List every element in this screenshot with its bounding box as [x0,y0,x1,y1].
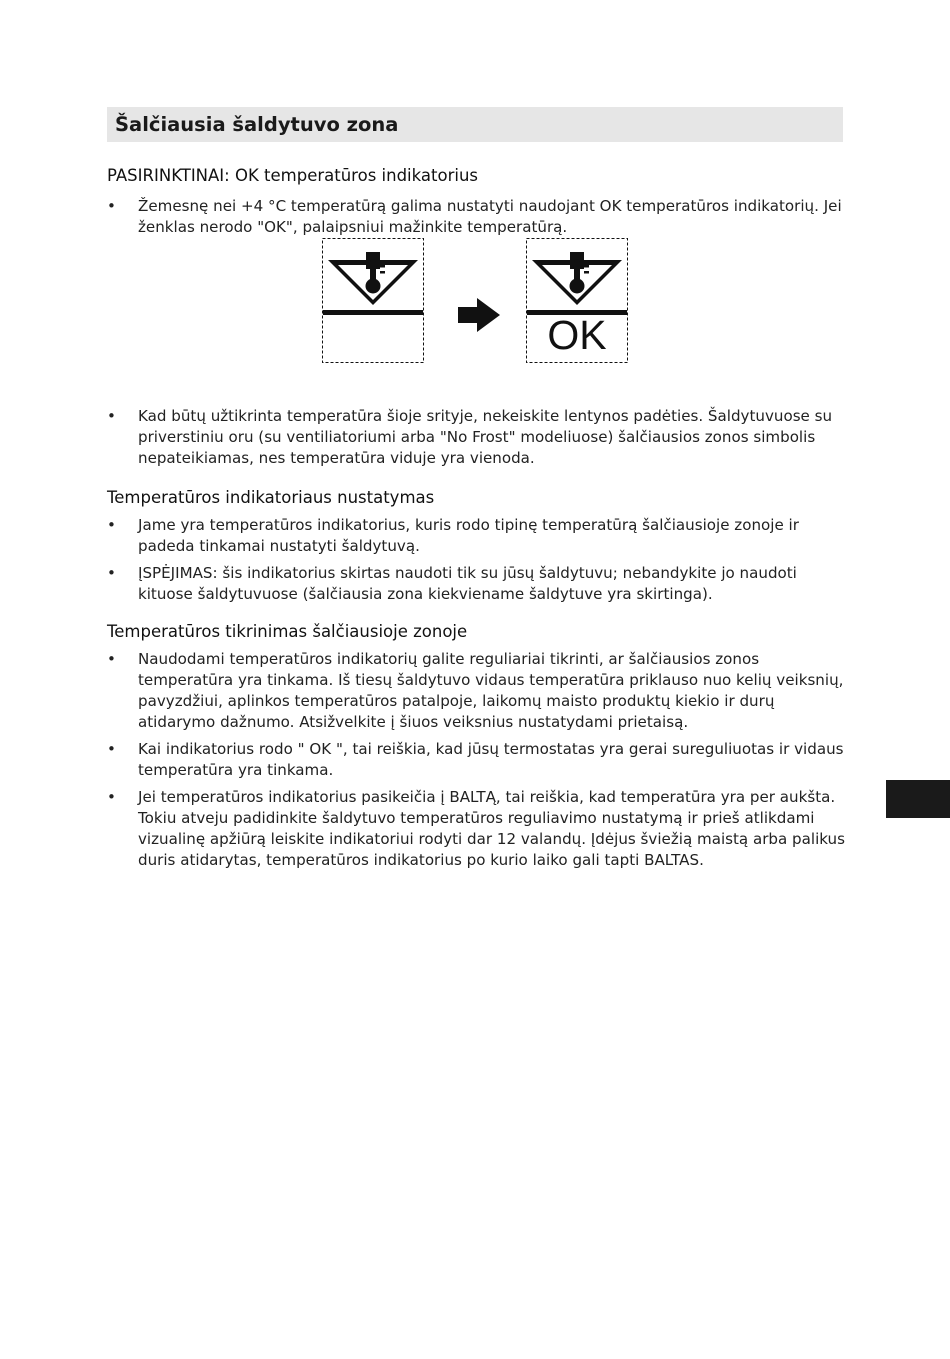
section-heading-indicator-setup: Temperatūros indikatoriaus nustatymas [107,488,435,507]
list-item-text: Kai indikatorius rodo " OK ", tai reiškia, kad jūsų termostatas yra gerai sureguliuotas ir vidaus temperatūra yra tinkama. [138,740,844,779]
list-item [107,649,847,733]
bullet-list [107,515,847,605]
list-item [107,196,847,238]
page-title: Šalčiausia šaldytuvo zona [115,113,399,136]
indicator-blank [323,239,424,363]
list-item [107,787,847,871]
ok-label: OK [547,312,607,358]
arrow-right-icon [458,298,500,332]
bullet-list [107,196,847,238]
bullet-list [107,649,847,871]
section-heading-temperature-check: Temperatūros tikrinimas šalčiausioje zonoje [107,622,468,641]
list-item-text: Kad būtų užtikrinta temperatūra šioje srityje, nekeiskite lentynos padėties. Šaldytuvuose su priverstiniu oru (su ventiliatoriumi arba "No Frost" modeliuose) šalčiausios zonos simbolis nepateikiamas, nes temperatūra viduje yra vienoda. [138,407,833,467]
section-heading-optional-ok-indicator: PASIRINKTINAI: OK temperatūros indikatorius [107,166,478,185]
ok-indicator-figure [107,238,847,406]
bullet: • [107,650,116,668]
list-item-text: Jame yra temperatūros indikatorius, kuris rodo tipinę temperatūrą šalčiausioje zonoje ir padeda tinkamai nustatyti šaldytuvą. [138,516,799,555]
bullet: • [107,407,116,425]
list-item-text: ĮSPĖJIMAS: šis indikatorius skirtas naudoti tik su jūsų šaldytuvu; nebandykite jo naudoti kituose šaldytuvuose (šalčiausia zona kiekviename šaldytuve yra skirtinga). [138,564,797,603]
list-item [107,406,847,469]
list-item [107,739,847,781]
list-item-text: Naudodami temperatūros indikatorių galite reguliariai tikrinti, ar šalčiausios zonos temperatūra yra tinkama. Iš tiesų šaldytuvo vidaus temperatūra priklauso nuo kelių veiksnių, pavyzdžiui, aplinkos temperatūros patalpoje, laikomų maisto produktų kiekio ir durų atidarymo dažnumo. Atsižvelkite į šiuos veiksnius nustatydami prietaisą. [138,650,844,731]
list-item-text: Žemesnę nei +4 °C temperatūrą galima nustatyti naudojant OK temperatūros indikatorių. Jei ženklas nerodo "OK", palaipsniui mažinkite temperatūrą. [138,197,842,236]
content [107,160,847,871]
list-item [107,515,847,557]
bullet: • [107,740,116,758]
list-item [107,563,847,605]
bullet: • [107,197,116,215]
bullet-list [107,406,847,469]
section-side-tab [886,780,950,818]
bullet: • [107,788,116,806]
indicator-ok [527,239,628,363]
list-item-text: Jei temperatūros indikatorius pasikeičia į BALTĄ, tai reiškia, kad temperatūra yra per aukšta. Tokiu atveju padidinkite šaldytuvo temperatūros reguliavimo nustatymą ir prieš atlikdami vizualinę apžiūrą leiskite indikatoriui rodyti dar 12 valandų. Įdėjus šviežią maistą arba palikus duris atidarytas, temperatūros indikatorius po kurio laiko gali tapti BALTAS. [138,788,845,869]
title-bar [107,107,843,142]
ok-indicator-diagram [107,238,847,406]
bullet: • [107,564,116,582]
bullet: • [107,516,116,534]
